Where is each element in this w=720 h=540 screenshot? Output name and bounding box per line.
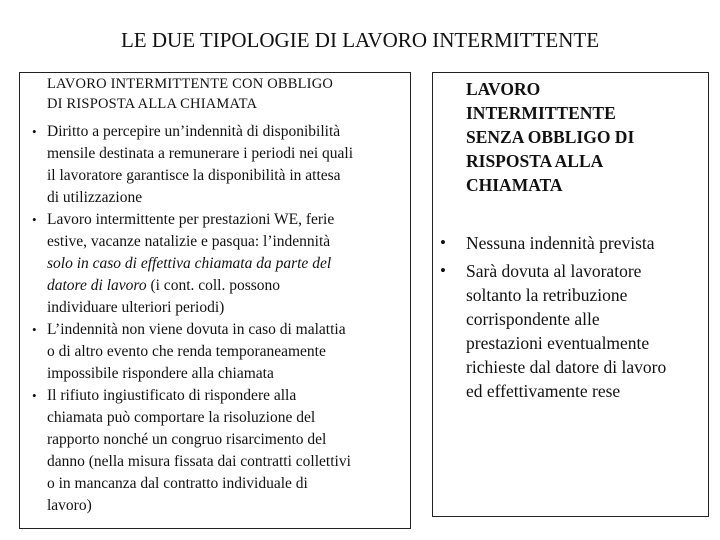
bullet-icon: •	[440, 261, 446, 280]
line: lavoro)	[47, 497, 92, 514]
line: soltanto la retribuzione	[466, 285, 628, 305]
heading-line: RISPOSTA ALLA	[466, 151, 604, 171]
list-item	[440, 231, 666, 255]
bullet-icon: •	[32, 212, 37, 227]
box-with-obligation	[19, 72, 411, 529]
line: o di altro evento che renda temporaneamente	[47, 343, 326, 360]
line: ed effettivamente rese	[466, 381, 621, 401]
italic-text: datore di lavoro	[47, 277, 147, 294]
line: impossibile rispondere alla chiamata	[47, 365, 274, 382]
line: di utilizzazione	[47, 189, 143, 206]
box-without-obligation	[432, 72, 709, 517]
bullet-icon: •	[32, 124, 37, 139]
line: mensile destinata a remunerare i periodi nei quali	[47, 145, 354, 162]
left-bullet-list	[32, 121, 354, 517]
line: richieste dal datore di lavoro	[466, 357, 667, 377]
list-item	[32, 319, 353, 385]
line: Il rifiuto ingiustificato di rispondere alla	[47, 387, 297, 404]
line: rapporto nonché un congruo risarcimento del	[47, 431, 327, 448]
heading-line: LAVORO INTERMITTENTE CON OBBLIGO	[47, 76, 334, 92]
bullet-icon: •	[32, 322, 37, 337]
line: Lavoro intermittente per prestazioni WE, ferie	[47, 211, 335, 228]
heading-line: CHIAMATA	[466, 175, 563, 195]
bullet-icon: •	[32, 388, 37, 403]
text: (i cont. coll. possono	[146, 277, 281, 294]
heading-line: SENZA OBBLIGO DI	[466, 127, 635, 147]
left-heading	[47, 74, 333, 114]
line: Sarà dovuta al lavoratore	[466, 261, 642, 281]
heading-line: LAVORO	[466, 79, 541, 99]
heading-line: DI RISPOSTA ALLA CHIAMATA	[47, 96, 258, 112]
line: corrispondente alle	[466, 309, 600, 329]
line	[47, 275, 353, 297]
list-item	[32, 385, 353, 517]
right-bullet-list	[440, 231, 667, 407]
list-item	[440, 259, 667, 403]
heading-line: INTERMITTENTE	[466, 103, 616, 123]
slide-title: LE DUE TIPOLOGIE DI LAVORO INTERMITTENTE	[120, 28, 600, 52]
line: estive, vacanze natalizie e pasqua: l’indennità	[47, 233, 331, 250]
right-heading	[466, 77, 634, 197]
line: L’indennità non viene dovuta in caso di malattia	[47, 321, 346, 338]
line: Diritto a percepire un’indennità di disponibilità	[47, 123, 341, 140]
list-item	[32, 121, 354, 209]
bullet-icon: •	[440, 233, 446, 252]
line: Nessuna indennità prevista	[466, 233, 655, 253]
list-item	[32, 209, 353, 319]
italic-line: solo in caso di effettiva chiamata da parte del	[47, 255, 332, 272]
line: o in mancanza dal contratto individuale di	[47, 475, 308, 492]
line: danno (nella misura fissata dai contratti collettivi	[47, 453, 351, 470]
line: il lavoratore garantisce la disponibilità in attesa	[47, 167, 341, 184]
line: chiamata può comportare la risoluzione del	[47, 409, 316, 426]
line: prestazioni eventualmente	[466, 333, 650, 353]
line: individuare ulteriori periodi)	[47, 299, 225, 316]
